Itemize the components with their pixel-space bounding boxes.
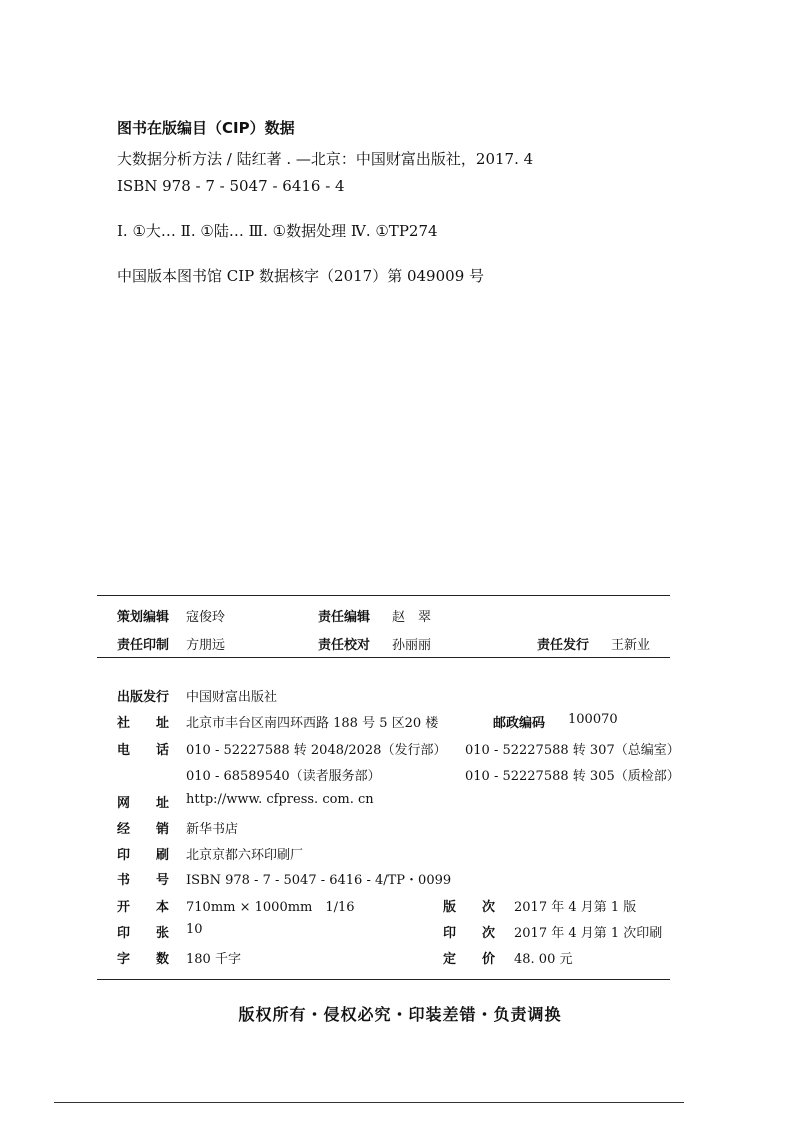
address-value: 北京市丰台区南四环西路 188 号 5 区20 楼 xyxy=(186,716,439,731)
printer-value: 北京京都六环印刷厂 xyxy=(186,848,304,863)
price-label: 定 价 xyxy=(443,952,496,967)
phone-reader-service: 010 - 68589540（读者服务部） xyxy=(186,769,381,784)
phone-sales: 010 - 52227588 转 2048/2028（发行部） xyxy=(186,743,447,758)
word-count-label: 字 数 xyxy=(117,952,170,967)
publisher-label: 出版发行 xyxy=(117,690,170,705)
divider-bottom xyxy=(97,979,670,980)
distribution-manager-label: 责任发行 xyxy=(537,638,590,653)
planning-editor-value: 寇俊玲 xyxy=(186,610,226,625)
cip-isbn-line: ISBN 978 - 7 - 5047 - 6416 - 4 xyxy=(117,177,345,195)
price-value: 48. 00 元 xyxy=(514,952,573,967)
sheets-value: 10 xyxy=(186,922,203,937)
divider-top xyxy=(97,595,670,596)
printer-label: 印 刷 xyxy=(117,848,170,863)
phone-editorial: 010 - 52227588 转 307（总编室） xyxy=(465,743,680,758)
phone-label: 电 话 xyxy=(117,743,170,758)
format-label: 开 本 xyxy=(117,900,170,915)
planning-editor-label: 策划编辑 xyxy=(117,610,170,625)
website-value: http://www. cfpress. com. cn xyxy=(186,792,374,807)
postcode-value: 100070 xyxy=(568,712,618,727)
page-footer-rule xyxy=(54,1102,684,1103)
format-value: 710mm × 1000mm 1/16 xyxy=(186,900,355,915)
phone-quality: 010 - 52227588 转 305（质检部） xyxy=(465,769,680,784)
cip-record-line: 中国版本图书馆 CIP 数据核字（2017）第 049009 号 xyxy=(117,267,485,285)
seller-label: 经 销 xyxy=(117,822,170,837)
sheets-label: 印 张 xyxy=(117,926,170,941)
proofreader-value: 孙丽丽 xyxy=(392,638,432,653)
edition-value: 2017 年 4 月第 1 版 xyxy=(514,900,637,915)
seller-value: 新华书店 xyxy=(186,822,239,837)
distribution-manager-value: 王新业 xyxy=(611,638,651,653)
address-label: 社 址 xyxy=(117,716,170,731)
word-count-value: 180 千字 xyxy=(186,952,241,967)
postcode-label: 邮政编码 xyxy=(493,716,546,731)
divider-middle xyxy=(97,657,670,658)
impression-label: 印 次 xyxy=(443,926,496,941)
edition-label: 版 次 xyxy=(443,900,496,915)
website-label: 网 址 xyxy=(117,796,170,811)
proofreader-label: 责任校对 xyxy=(318,638,371,653)
publisher-value: 中国财富出版社 xyxy=(186,690,278,705)
impression-value: 2017 年 4 月第 1 次印刷 xyxy=(514,926,663,941)
responsible-editor-value: 赵 翠 xyxy=(392,610,432,625)
cip-heading: 图书在版编目（CIP）数据 xyxy=(117,119,295,137)
cip-title-line: 大数据分析方法 / 陆红著 . —北京：中国财富出版社，2017. 4 xyxy=(117,150,534,168)
print-manager-value: 方朋远 xyxy=(186,638,226,653)
cip-classification-line: Ⅰ. ①大… Ⅱ. ①陆… Ⅲ. ①数据处理 Ⅳ. ①TP274 xyxy=(117,222,438,240)
responsible-editor-label: 责任编辑 xyxy=(318,610,371,625)
isbn-value: ISBN 978 - 7 - 5047 - 6416 - 4/TP・0099 xyxy=(186,873,452,888)
print-manager-label: 责任印制 xyxy=(117,638,170,653)
isbn-label: 书 号 xyxy=(117,873,170,888)
copyright-slogan: 版权所有・侵权必究・印装差错・负责调换 xyxy=(238,1005,562,1024)
